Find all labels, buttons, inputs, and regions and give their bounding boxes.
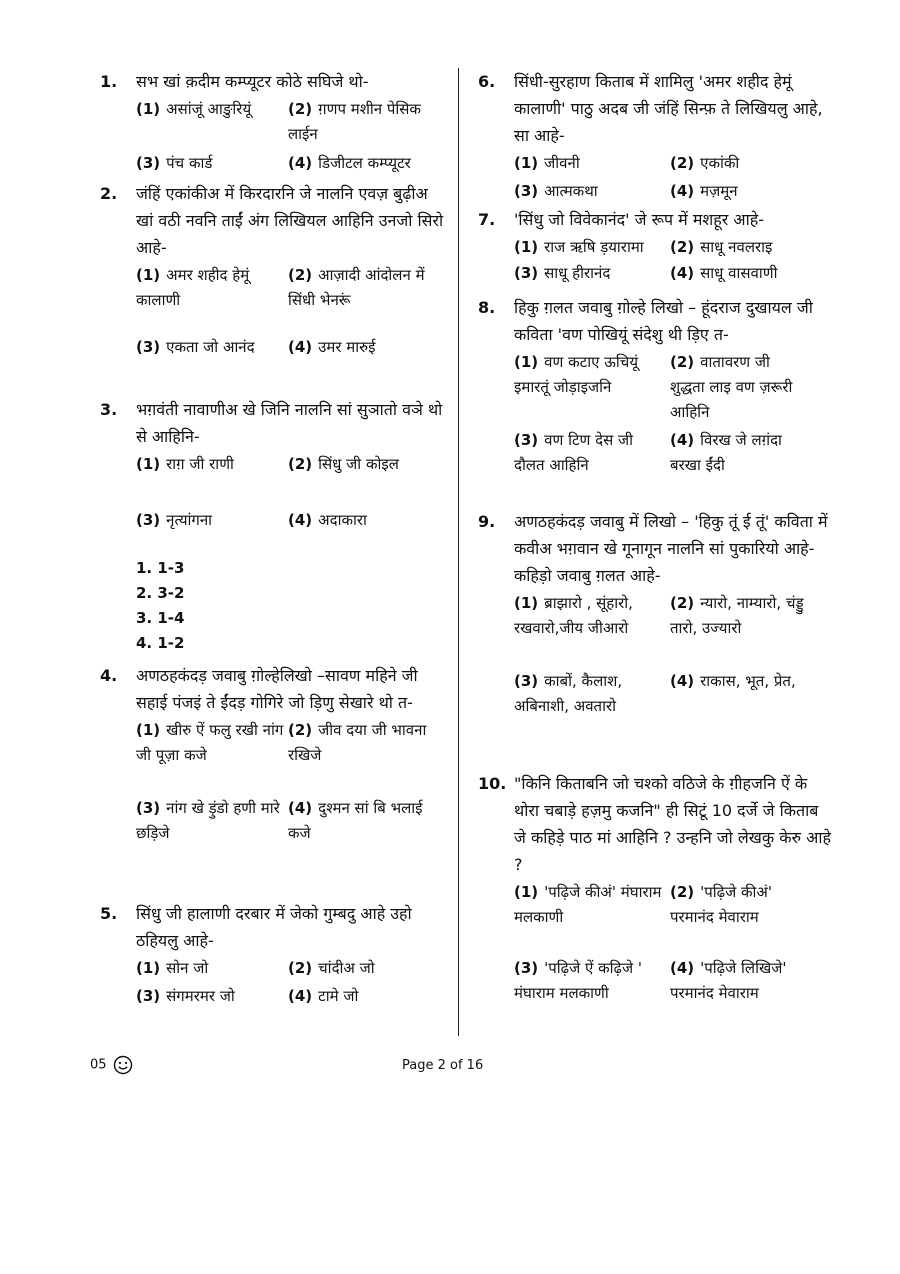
option-3: (3) आत्मकथा — [514, 182, 598, 200]
option-4: (4) अदाकारा — [288, 511, 367, 529]
question-text: जंहिं एकांकीअ में किरदारनि जे नालनि एवज़ बुढ़ीअ खां वठी नवनि ताईं अंग लिखियल आहिनि उनजो सिरो आहे- — [136, 184, 444, 257]
question-text: "किनि किताबनि जो चश्को वठिजे के ग़ीहजनि ऐं के थोरा चबाड़े हज़मु कजनि" ही सिटूं 10 दर्जे जे किताब जे कहिड़े पाठ मां आहिनि ? उन्हनि जो लेखकु केरु आहे ? — [514, 774, 831, 874]
option-4: (4) राकास, भूत, प्रेत, — [670, 672, 796, 690]
options — [136, 95, 445, 175]
question-number: 1. — [100, 72, 118, 91]
option-1: (1) खीरु ऐं फलु रखी नांग जी पूज़ा कजे — [136, 721, 284, 764]
option-4: (4) दुश्मन सां बि भलाई कजे — [288, 799, 423, 842]
option-4: (4) विरख जे लग़ंदा बरखा ईंदी — [670, 431, 782, 474]
option-2: (2) एकांकी — [670, 154, 740, 172]
option-1: (1) राग़ जी राणी — [136, 455, 234, 473]
question-number: 10. — [478, 774, 507, 793]
answer-choice-1: 1. 1-3 — [136, 559, 185, 577]
answer-choice-2: 2. 3-2 — [136, 584, 185, 602]
answer-choice-4: 4. 1-2 — [136, 634, 185, 652]
footer-code: 05 — [90, 1055, 133, 1075]
page-number: Page 2 of 16 — [402, 1058, 484, 1073]
options — [136, 450, 445, 536]
option-1: (1) 'पढ़िजे कीअं' मंघाराम मलकाणी — [514, 883, 662, 926]
option-4: (4) मज़मून — [670, 182, 738, 200]
option-4: (4) 'पढ़िजे लिखिजे' परमानंद मेवाराम — [670, 959, 787, 1002]
question-text: हिकु ग़लत जवाबु ग़ोल्हे लिखो – हूंदराज दुखायल जी कविता 'वण पोखियूं संदेशु थी ड़िए त- — [514, 298, 813, 344]
question-number: 5. — [100, 904, 118, 923]
question-number: 7. — [478, 210, 496, 229]
option-2: (2) न्यारो, नाम्यारो, चंड्डु तारो, उज्यारो — [670, 594, 804, 637]
question-text: 'सिंधु जो विवेकानंद' जे रूप में मशहूर आहे- — [514, 210, 765, 229]
options — [514, 878, 833, 1008]
option-2: (2) जीव दया जी भावना रखिजे — [288, 721, 427, 764]
question-10 — [478, 770, 833, 1008]
question-text: अणठहकंदड़ जवाबु ग़ोल्हेलिखो –सावण महिने जी सहाई पंजइं ते ईंदड़ गोगिरे जो ड़िणु सेखारे थो त- — [136, 666, 418, 712]
question-text: भग़वंती नावाणीअ खे जिनि नालनि सां सुञातो वञे थो से आहिनि- — [136, 400, 443, 446]
question-4 — [100, 662, 445, 856]
options — [136, 261, 445, 371]
option-3: (3) संगमरमर जो — [136, 987, 235, 1005]
question-number: 3. — [100, 400, 118, 419]
option-1: (1) असांजूं आङुरियूं — [136, 100, 252, 118]
question-number: 9. — [478, 512, 496, 531]
question-number: 8. — [478, 298, 496, 317]
question-5 — [100, 900, 445, 1014]
option-4: (4) डिजीटल कम्प्यूटर — [288, 154, 411, 172]
option-3: (3) साधू हीरानंद — [514, 264, 611, 282]
option-3: (3) काबों, कैलाश, अबिनाशी, अवतारो — [514, 672, 623, 715]
option-1: (1) अमर शहीद हेमूं कालाणी — [136, 266, 250, 309]
question-number: 6. — [478, 72, 496, 91]
option-1: (1) राज ऋषि ड़यारामा — [514, 238, 644, 256]
options — [136, 716, 445, 856]
option-2: (2) ग़णप मशीन पेसिक लाईन — [288, 100, 421, 143]
question-9 — [478, 508, 833, 719]
option-2: (2) वातावरण जी शुद्धता लाइ वण ज़रूरी आहिनि — [670, 353, 793, 421]
option-2: (2) साधू नवलराइ — [670, 238, 773, 256]
options — [514, 589, 833, 719]
question-8 — [478, 294, 833, 488]
option-4: (4) उमर मारुई — [288, 338, 376, 356]
option-4: (4) साधू वासवाणी — [670, 264, 778, 282]
options — [514, 149, 833, 209]
option-3: (3) नांग खे ड़ुंडो हणी मारे छड़िजे — [136, 799, 280, 842]
option-2: (2) आज़ादी आंदोलन में सिंधी भेनरूं — [288, 266, 425, 309]
question-number: 4. — [100, 666, 118, 685]
option-3: (3) वण टिण देस जी दौलत आहिनि — [514, 431, 634, 474]
option-1: (1) सोन जो — [136, 959, 209, 977]
question-3 — [100, 396, 445, 652]
options — [514, 233, 833, 289]
question-2 — [100, 180, 445, 371]
options — [514, 348, 833, 488]
option-4: (4) टामे जो — [288, 987, 359, 1005]
question-text: सिंधी-सुरहाण किताब में शामिलु 'अमर शहीद हेमूं कालाणी' पाठु अदब जी जंहिं सिन्फ़ ते लिखियलु आहे, सा आहे- — [514, 72, 823, 145]
option-1: (1) वण कटाए ऊचियूं इमारतूं जोड़ाइजनि — [514, 353, 639, 396]
option-3: (3) 'पढ़िजे ऐं कढ़िजे ' मंघाराम मलकाणी — [514, 959, 642, 1002]
question-6 — [478, 68, 833, 209]
option-2: (2) 'पढ़िजे कीअं' परमानंद मेवाराम — [670, 883, 773, 926]
option-3: (3) पंच कार्ड — [136, 154, 213, 172]
question-number: 2. — [100, 184, 118, 203]
question-text: सभ खां क़दीम कम्प्यूटर कोठे सघिजे थो- — [136, 72, 369, 91]
option-3: (3) एकता जो आनंद — [136, 338, 255, 356]
options — [136, 954, 445, 1014]
answer-choice-3: 3. 1-4 — [136, 609, 185, 627]
option-3: (3) नृत्यांगना — [136, 511, 213, 529]
option-1: (1) जीवनी — [514, 154, 580, 172]
option-1: (1) ब्राझारो , सूंहारो, रखवारो,जीय जीआरो — [514, 594, 633, 637]
question-text: अणठहकंदड़ जवाबु में लिखो – 'हिकु तूं ई तूं' कविता में कवीअ भग़वान खे गूनागून नालनि सां पुकारियो आहे- कहिड़ो जवाबु ग़लत आहे- — [514, 512, 828, 585]
smiley-face-icon — [113, 1055, 133, 1075]
question-1 — [100, 68, 445, 175]
option-2: (2) चांदीअ जो — [288, 959, 375, 977]
option-2: (2) सिंधु जी कोइल — [288, 455, 399, 473]
question-7 — [478, 206, 833, 289]
column-divider — [458, 68, 459, 1036]
question-text: सिंधु जी हालाणी दरबार में जेको गुम्बदु आहे उहो ठहियलु आहे- — [136, 904, 412, 950]
